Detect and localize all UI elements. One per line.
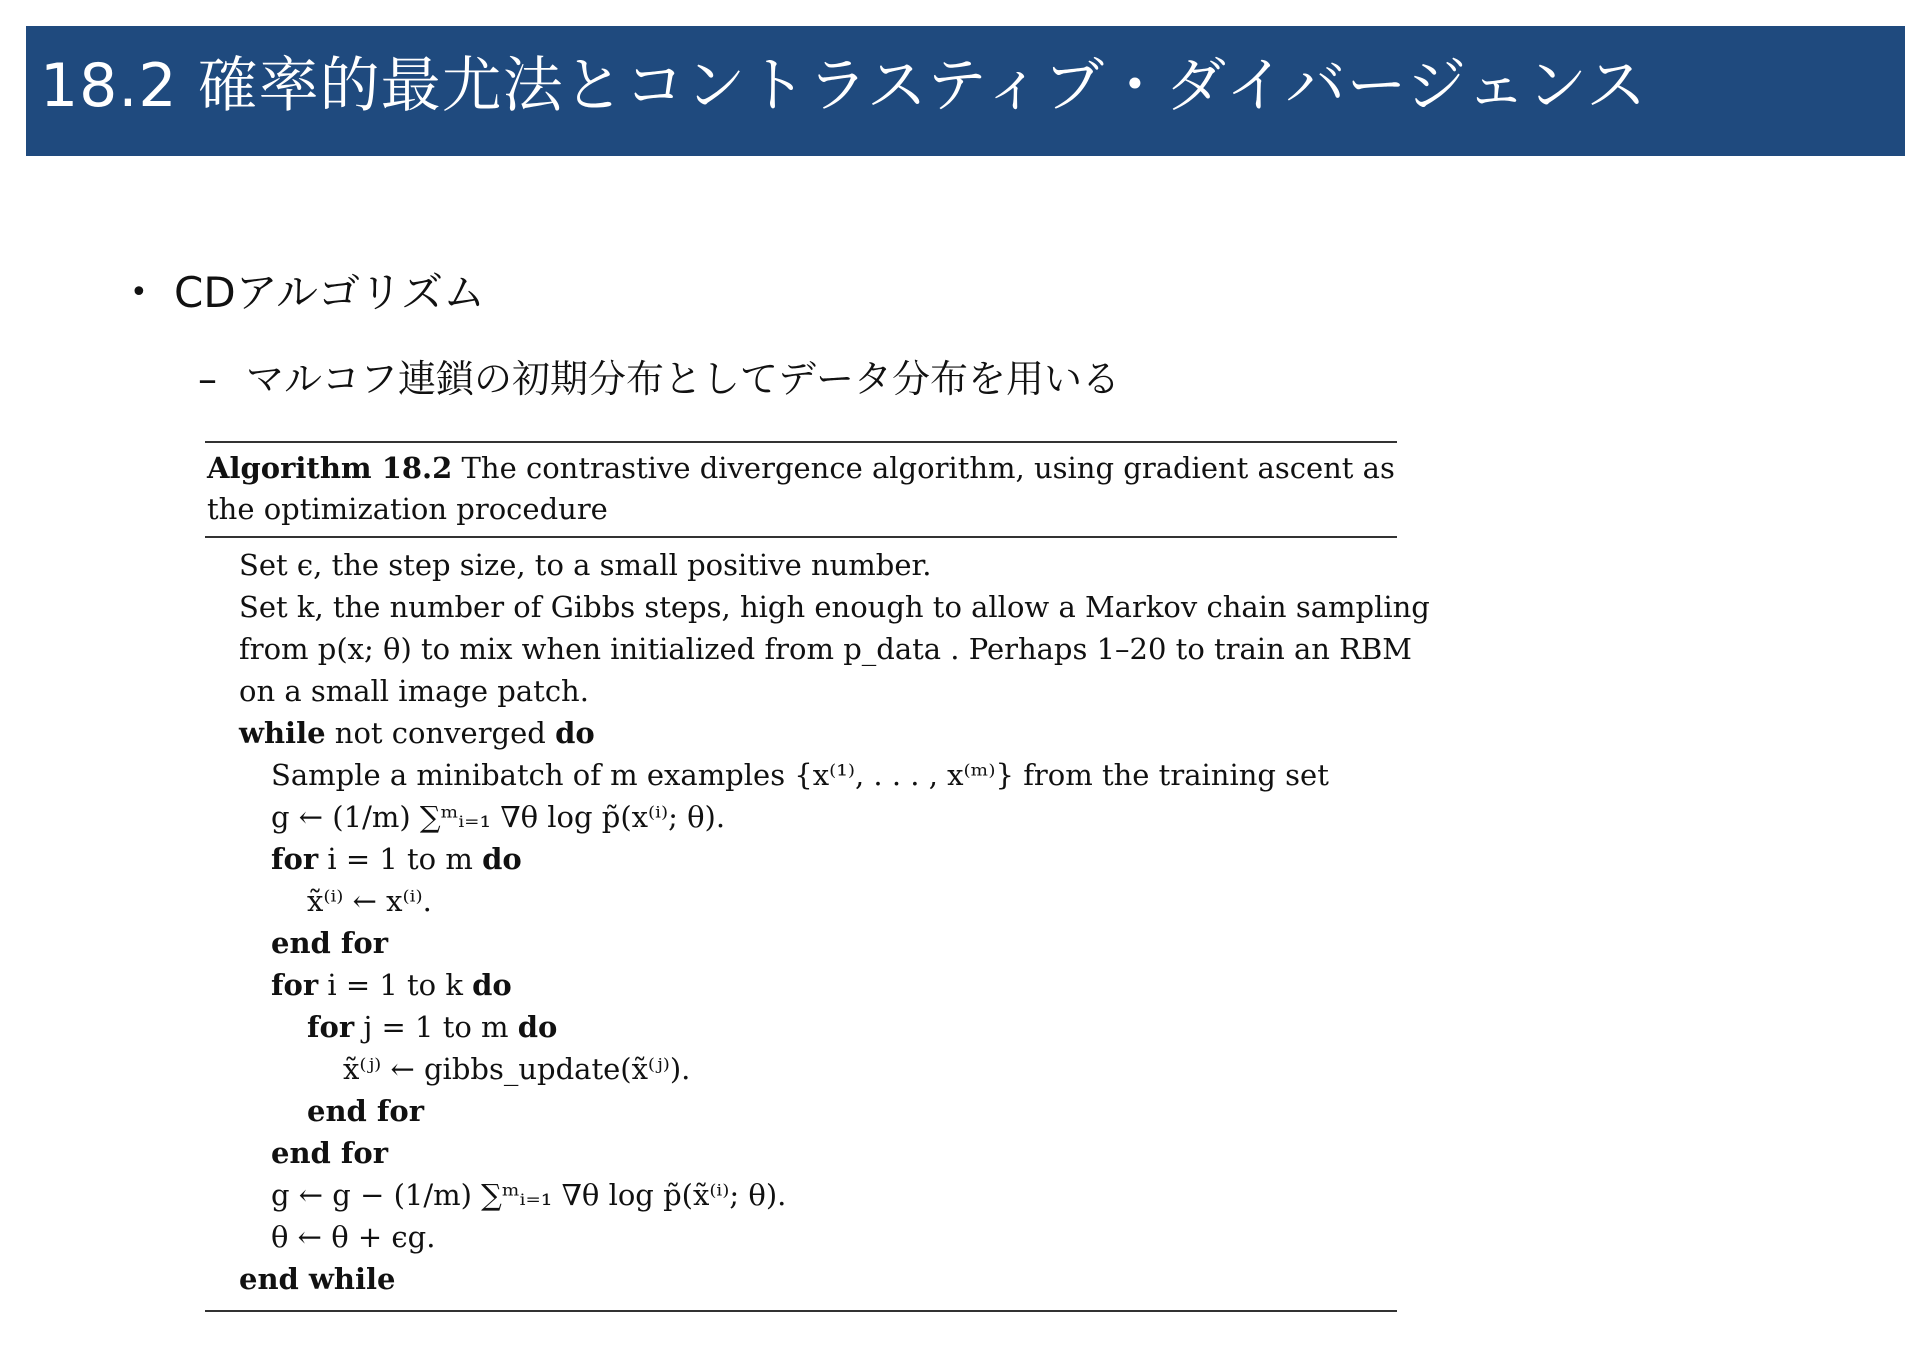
- slide-title-bar: [26, 26, 1905, 156]
- algorithm-line: from p(x; θ) to mix when initialized from p_data . Perhaps 1–20 to train an RBM: [239, 632, 1412, 666]
- keyword-for: for: [271, 842, 319, 876]
- algorithm-line: x̃⁽ⁱ⁾ ← x⁽ⁱ⁾.: [307, 884, 432, 918]
- keyword-do: do: [517, 1010, 558, 1044]
- keyword-for: for: [271, 968, 319, 1002]
- while-condition: not converged: [334, 716, 546, 750]
- sub-bullet-item: [198, 357, 1121, 401]
- algorithm-line-end-for: [205, 1090, 1397, 1132]
- keyword-end-while: end while: [239, 1262, 396, 1296]
- bullet-marker: •: [130, 275, 148, 310]
- algorithm-line: θ ← θ + ϵg.: [271, 1220, 436, 1254]
- keyword-end-for: end for: [271, 926, 389, 960]
- algorithm-line: g ← (1/m) ∑ᵐᵢ₌₁ ∇θ log p̃(x⁽ⁱ⁾; θ).: [271, 800, 726, 834]
- keyword-end-for: end for: [271, 1136, 389, 1170]
- algorithm-line: g ← g − (1/m) ∑ᵐᵢ₌₁ ∇θ log p̃(x̃⁽ⁱ⁾; θ).: [271, 1178, 787, 1212]
- algorithm-line-end-for: [205, 922, 1397, 964]
- for-range: i = 1 to m: [327, 842, 473, 876]
- algorithm-line-end-while: [205, 1258, 1397, 1300]
- keyword-while: while: [239, 716, 326, 750]
- sub-bullet-text: マルコフ連鎖の初期分布としてデータ分布を用いる: [246, 357, 1121, 401]
- algorithm-line-end-for: [205, 1132, 1397, 1174]
- keyword-do: do: [555, 716, 595, 750]
- algorithm-line: Set ϵ, the step size, to a small positive number.: [239, 548, 932, 582]
- algorithm-label: Algorithm 18.2: [207, 451, 453, 485]
- slide-title: 18.2 確率的最尤法とコントラスティブ・ダイバージェンス: [40, 51, 1648, 121]
- keyword-do: do: [482, 842, 522, 876]
- sub-bullet-marker: –: [198, 357, 217, 401]
- algorithm-line: Set k, the number of Gibbs steps, high enough to allow a Markov chain sampling: [239, 590, 1430, 624]
- algorithm-line-for: [205, 838, 1397, 880]
- algorithm-line: x̃⁽ʲ⁾ ← gibbs_update(x̃⁽ʲ⁾).: [343, 1052, 691, 1086]
- algorithm-line-for: [205, 1006, 1397, 1048]
- keyword-for: for: [307, 1010, 355, 1044]
- algorithm-bottom-rule: [205, 1310, 1397, 1312]
- keyword-end-for: end for: [307, 1094, 425, 1128]
- bullet-item: [130, 268, 486, 317]
- algorithm-line: on a small image patch.: [239, 674, 589, 708]
- algorithm-line: Sample a minibatch of m examples {x⁽¹⁾, . . . , x⁽ᵐ⁾} from the training set: [271, 758, 1329, 792]
- bullet-text: CDアルゴリズム: [174, 268, 486, 317]
- algorithm-caption: [205, 443, 1397, 536]
- algorithm-caption-line2: the optimization procedure: [207, 492, 608, 526]
- algorithm-body: [205, 538, 1430, 1308]
- keyword-do: do: [472, 968, 512, 1002]
- algorithm-line-for: [205, 964, 1397, 1006]
- for-range: i = 1 to k: [327, 968, 463, 1002]
- for-range: j = 1 to m: [363, 1010, 509, 1044]
- algorithm-caption-line1: The contrastive divergence algorithm, using gradient ascent as: [461, 451, 1395, 485]
- algorithm-box: [205, 441, 1430, 1312]
- algorithm-line-while: [205, 712, 1397, 754]
